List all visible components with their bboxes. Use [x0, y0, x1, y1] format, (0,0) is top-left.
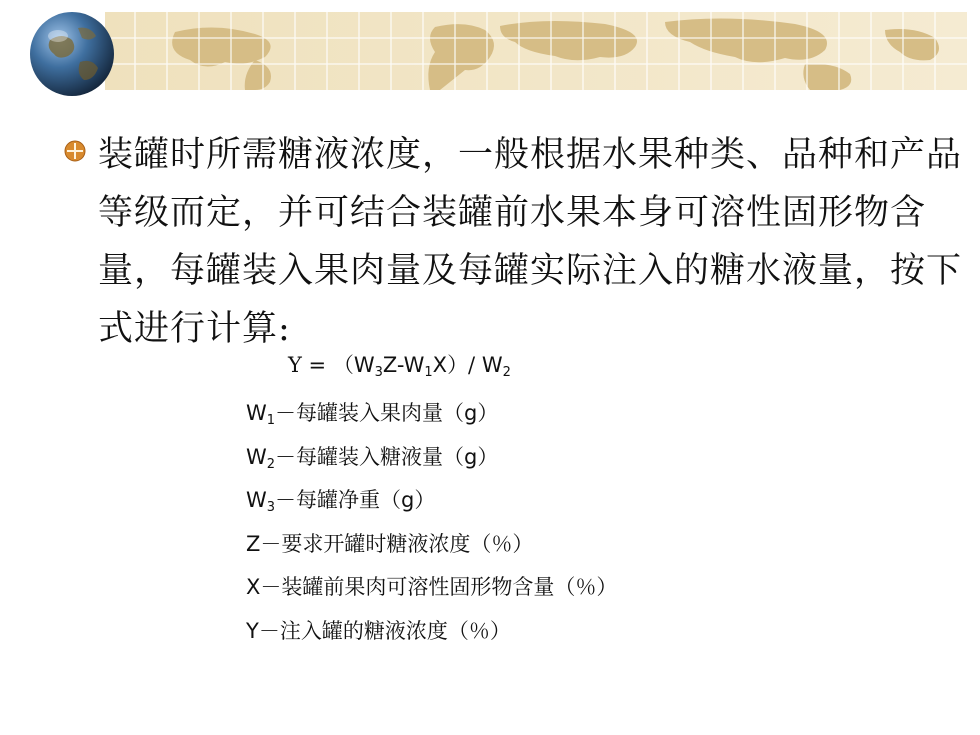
globe-icon — [28, 10, 116, 98]
definition-item: $W_3-$每罐净重（g） — [246, 488, 436, 515]
world-map-banner — [105, 12, 967, 90]
slide-content — [64, 126, 964, 358]
definition-item: $W_2-$每罐装入糖液量（g） — [246, 444, 499, 472]
formula-part: = （ — [301, 353, 354, 377]
formula-y: Y — [288, 353, 302, 377]
definition-item: $W_1-$每罐装入果肉量（g） — [246, 401, 499, 428]
definition-item: X－装罐前果肉可溶性固形物含量（％） — [246, 575, 618, 599]
body-paragraph: 装罐时所需糖液浓度，一般根据水果种类、品种和产品等级而定，并可结合装罐前水果本身可溶性固形物含量，每罐装入果肉量及每罐实际注入的糖水液量，按下式进行计算: — [98, 135, 963, 349]
formula: $Y = (W_3Z-W_1X)/$ $W_2$ — [288, 353, 511, 380]
definition-item: Z－要求开罐时糖液浓度（％） — [246, 531, 534, 556]
definition-list — [246, 392, 617, 653]
bullet-icon — [64, 140, 86, 162]
definition-item: Y－注入罐的糖液浓度（％） — [246, 618, 511, 643]
